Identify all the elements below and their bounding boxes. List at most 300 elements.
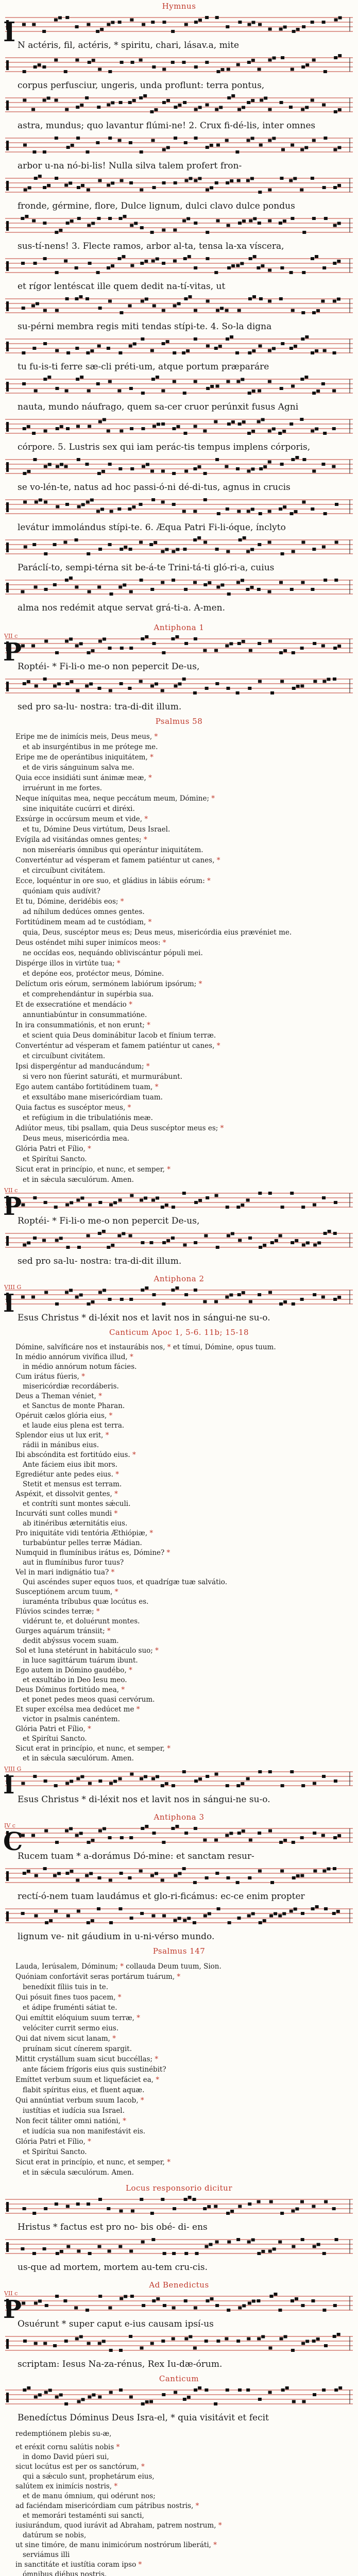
neume	[259, 467, 263, 470]
mediant-star: *	[140, 2096, 144, 2105]
mediant-star: *	[88, 1725, 91, 1733]
verse-second: et de manu ómnium, qui odérunt nos;	[23, 2492, 156, 2500]
lyric-line: su-pérni membra regis miti tendas stípi-te. 4. So-la digna	[18, 321, 272, 332]
verse-second: Ante fáciem eius ibit mors.	[23, 1461, 117, 1469]
neume	[210, 2297, 214, 2300]
lyric-line: Osuérunt * super caput e-ius causam ipsí-us	[18, 2319, 214, 2329]
neume	[279, 507, 282, 511]
neume	[129, 590, 133, 594]
canticle-apoc-body	[0, 1340, 358, 1767]
neume	[289, 271, 293, 274]
antiphon-1-repeat-initial: P	[3, 1192, 22, 1221]
benedictus-opening-cont: redemptiónem plebis su-æ,	[15, 2430, 112, 2438]
antiphon-3-line	[0, 1865, 358, 1905]
verse-first: Sicut erat in princípio, et nunc, et semper, *	[15, 1165, 171, 1174]
clef-mark	[6, 382, 9, 387]
neume	[97, 586, 101, 589]
neume	[268, 640, 272, 643]
neume	[268, 2347, 272, 2350]
neume	[246, 588, 250, 591]
verse-second: et tu, Dómine Deus virtútum, Deus Israel.	[23, 825, 171, 834]
neume	[23, 2340, 27, 2343]
neume	[103, 638, 106, 641]
neume	[53, 1874, 57, 1877]
antiphon-3-title: Antiphona 3	[154, 1812, 204, 1822]
neume	[98, 1829, 102, 1833]
neume	[324, 217, 328, 220]
neume	[270, 1241, 274, 1244]
neume	[322, 680, 326, 683]
neume	[322, 1775, 326, 1778]
neume	[172, 503, 176, 506]
neume	[280, 177, 283, 180]
neume	[291, 2210, 295, 2213]
neume	[128, 101, 132, 104]
neume	[54, 1910, 58, 1913]
staff-lines	[0, 134, 358, 160]
neume	[203, 498, 207, 501]
neume	[32, 347, 36, 350]
neume	[151, 260, 155, 263]
neume	[21, 590, 24, 594]
neume	[178, 1872, 181, 1875]
neume	[335, 503, 338, 506]
neume	[194, 637, 197, 640]
neume	[139, 541, 143, 544]
neume	[89, 683, 93, 686]
neume	[98, 1201, 102, 1204]
staff-lines	[0, 635, 358, 660]
verse-first: Ipsi dispergéntur ad manducándum; *	[15, 1062, 150, 1071]
verse-first: sicut locútus est per os sanctórum, *	[15, 2463, 145, 2471]
neume	[85, 685, 89, 688]
neume	[270, 691, 274, 694]
benedictus-opening	[0, 2386, 358, 2426]
mediant-star: *	[114, 1490, 118, 1498]
neume	[141, 2402, 145, 2405]
neume	[130, 1773, 133, 1776]
neume	[312, 311, 316, 314]
neume	[333, 1232, 337, 1235]
neume	[237, 1917, 241, 1920]
mediant-star: *	[137, 2014, 140, 2022]
neume	[53, 583, 57, 586]
neume	[74, 2307, 78, 2310]
neume	[194, 65, 198, 69]
clef-mark	[6, 1911, 9, 1917]
neume	[142, 2304, 145, 2307]
neume	[140, 1912, 144, 1915]
neume	[292, 1876, 296, 1879]
neume	[206, 300, 210, 303]
neume	[235, 150, 239, 154]
neume	[117, 257, 121, 260]
neume	[208, 581, 211, 584]
neume	[322, 21, 326, 24]
clef-mark	[6, 60, 9, 65]
neume	[154, 108, 158, 111]
neume	[253, 255, 257, 258]
neume	[171, 30, 175, 33]
neume	[268, 1770, 272, 1773]
neume	[171, 1236, 175, 1240]
neume	[141, 337, 144, 341]
neume	[103, 1827, 106, 1831]
neume	[140, 150, 143, 154]
neume	[226, 550, 230, 553]
verse-first: Evígila ad visitándas omnes gentes; *	[15, 836, 147, 844]
neume	[184, 642, 188, 645]
neume	[65, 389, 69, 393]
neume	[280, 1870, 284, 1873]
neume	[238, 2388, 242, 2392]
neume	[322, 2388, 326, 2392]
neume	[263, 465, 267, 468]
neume	[77, 1910, 80, 1913]
neume	[38, 2300, 42, 2303]
neume	[184, 2337, 188, 2341]
neume	[252, 349, 255, 352]
neume	[322, 266, 326, 269]
neume	[111, 264, 114, 267]
staff-lines	[0, 13, 358, 39]
neume	[225, 139, 229, 142]
neume	[315, 349, 318, 352]
neume	[237, 309, 241, 312]
neume	[118, 351, 122, 354]
neume	[79, 295, 82, 298]
neume	[54, 19, 58, 22]
neume	[38, 63, 41, 66]
verse-first: Adiútor meus, tibi psallam, quia Deus suscéptor meus es; *	[15, 1124, 224, 1132]
neume	[56, 505, 59, 509]
neume	[258, 680, 262, 683]
neume	[215, 2241, 219, 2244]
neume	[44, 465, 47, 468]
verse-second: turbabúntur pelles terræ Mádian.	[23, 1539, 142, 1547]
neume	[322, 546, 326, 549]
neume	[23, 472, 26, 475]
neume	[215, 1773, 218, 1776]
neume	[194, 309, 197, 312]
neume	[236, 1784, 240, 1787]
neume	[31, 1296, 35, 1299]
neume	[258, 23, 262, 26]
verse-first: Quia factus es suscéptor meus, *	[15, 1104, 131, 1112]
neume	[238, 2307, 242, 2310]
neume	[291, 217, 294, 220]
neume	[242, 1291, 245, 1294]
neume	[129, 387, 133, 390]
verse-second: Qui ascéndes super equos tuos, et quadrígæ tuæ salvátio.	[23, 1578, 227, 1586]
neume	[28, 187, 31, 190]
neume	[66, 222, 70, 225]
neume	[268, 430, 271, 433]
neume	[258, 642, 261, 645]
neume	[174, 2391, 177, 2394]
neume	[39, 499, 42, 502]
canticle-benedictus-title: Canticum	[159, 2374, 199, 2383]
neume	[25, 215, 28, 218]
verse-second: ómnibus diébus nostris.	[23, 2570, 107, 2576]
neume	[133, 343, 137, 346]
neume	[302, 458, 306, 461]
neume	[333, 677, 336, 681]
lyric-line: N actéris, fil, actéris, * spiritu, chari, lásav.a, mite	[18, 40, 240, 50]
mediant-star: *	[167, 1343, 171, 1351]
neume	[275, 1239, 278, 1242]
neume	[23, 144, 27, 147]
lyric-line: Esus Christus * di-léxit nos et lavit nos in sángui-ne su-o.	[18, 1794, 270, 1805]
neume	[204, 2340, 208, 2343]
neume	[107, 184, 110, 187]
neume	[274, 1912, 277, 1916]
verse-first: Gurges aquárum tránsiit; *	[15, 1627, 111, 1635]
neume	[258, 2398, 262, 2401]
clef-mark	[6, 422, 9, 427]
neume	[32, 432, 36, 435]
neume	[206, 189, 209, 192]
verse-second: in domo David púeri sui,	[23, 2453, 109, 2461]
neume	[236, 467, 240, 470]
neume	[214, 649, 218, 652]
mediant-star: *	[144, 836, 147, 844]
neume	[337, 260, 340, 263]
neume	[66, 2245, 70, 2248]
neume	[172, 1206, 175, 1209]
verse-first: iusiurándum, quod iurávit ad Abraham, patrem nostrum, *	[15, 2521, 222, 2530]
neume	[328, 1230, 331, 1233]
neume	[257, 266, 260, 269]
neume	[33, 65, 37, 69]
neume	[193, 581, 197, 584]
mediant-star: *	[129, 1666, 132, 1674]
neume	[42, 30, 46, 33]
neume	[109, 2349, 113, 2352]
neume	[59, 1237, 63, 1240]
neume	[59, 229, 62, 232]
neume	[75, 297, 78, 300]
neume	[258, 1293, 261, 1296]
neume	[129, 2335, 132, 2338]
neume	[302, 2400, 305, 2403]
neume	[300, 647, 304, 650]
neume	[128, 304, 132, 308]
neume	[152, 186, 156, 189]
neume	[118, 217, 122, 220]
neume	[63, 541, 67, 544]
neume	[203, 2207, 207, 2210]
neume	[183, 2398, 186, 2401]
lyric-line: sed pro sa-lu- nostra: tra-di-dit illum.	[18, 1256, 182, 1266]
neume	[322, 104, 326, 107]
neume	[268, 139, 271, 142]
neume	[162, 68, 166, 71]
neume	[251, 508, 254, 511]
neume	[294, 510, 298, 513]
neume	[32, 2212, 36, 2215]
mediant-star: *	[121, 1686, 125, 1694]
neume	[57, 683, 61, 686]
neume	[86, 351, 90, 354]
neume	[305, 63, 309, 66]
verse-second: vidérunt te, et doluérunt montes.	[23, 1617, 140, 1625]
neume	[281, 1206, 284, 1209]
neume	[43, 222, 46, 225]
neume	[216, 219, 220, 223]
neume	[144, 260, 148, 263]
neume	[166, 1239, 170, 1242]
neume	[77, 2250, 80, 2253]
verse-second: rádii in mánibus eius.	[23, 1441, 99, 1449]
neume	[333, 647, 337, 650]
neume	[258, 1832, 261, 1835]
neume	[173, 351, 176, 354]
neume	[282, 1912, 286, 1916]
antiphon-2-title: Antiphona 2	[154, 1274, 204, 1283]
neume	[247, 432, 251, 435]
neume	[214, 347, 218, 350]
neume	[216, 70, 220, 73]
neume	[87, 552, 90, 555]
neume	[129, 141, 132, 144]
neume	[268, 269, 271, 272]
neume	[23, 427, 26, 430]
verse-second: ne occídas eos, nequándo obliviscántur pópuli mei.	[23, 949, 203, 957]
neume	[300, 189, 303, 192]
mediant-star: *	[195, 2502, 199, 2510]
neume	[87, 1234, 90, 1238]
neume	[43, 2342, 47, 2345]
neume	[312, 470, 316, 473]
verse-first: Vel in mari indignátio tua? *	[15, 1568, 115, 1577]
neume	[70, 680, 73, 683]
neume	[278, 2241, 282, 2244]
neume	[111, 21, 114, 24]
neume	[173, 229, 177, 232]
neume	[210, 385, 214, 388]
neume	[324, 2200, 328, 2204]
neume	[184, 179, 188, 182]
verse-first: Dómine, salvíficáre nos et instaurábis nos, * et tímui, Dómine, opus tuum.	[15, 1343, 276, 1351]
neume	[248, 392, 251, 395]
staff-lines	[0, 2235, 358, 2261]
neume	[238, 222, 242, 225]
psalm-58-body	[0, 728, 358, 1188]
neume	[335, 2238, 338, 2241]
neume	[247, 2241, 251, 2244]
hymn-line	[0, 54, 358, 94]
neume	[301, 2238, 304, 2241]
neume	[247, 23, 251, 26]
neume	[237, 1832, 241, 1835]
neume	[173, 2207, 176, 2210]
neume	[23, 1872, 26, 1875]
neume	[183, 1919, 186, 1922]
neume	[44, 501, 47, 504]
neume	[161, 1784, 164, 1787]
neume	[65, 1204, 69, 1207]
neume	[334, 579, 338, 582]
neume	[131, 61, 134, 64]
neume	[272, 428, 276, 431]
mediant-star: *	[155, 2055, 159, 2063]
neume	[55, 309, 59, 312]
neume	[304, 376, 308, 379]
verse-first: Qui emíttit elóquium suum terræ, *	[15, 2014, 140, 2022]
neume	[337, 1296, 341, 1299]
neume	[110, 592, 113, 596]
neume	[279, 651, 283, 654]
neume	[154, 541, 157, 544]
neume	[98, 548, 102, 551]
neume	[88, 1782, 92, 1785]
neume	[335, 541, 338, 544]
neume	[43, 99, 46, 102]
neume	[113, 1780, 117, 1783]
lyric-line: nauta, mundo náufrago, quem sa-cer cruor perúnxit fusus Agni	[18, 402, 299, 412]
verse-second: iustítias et iudícia sua Israel.	[23, 2107, 125, 2115]
neume	[98, 1291, 102, 1294]
neume	[122, 1232, 125, 1235]
neume	[119, 2349, 123, 2352]
neume	[88, 61, 91, 64]
neume	[156, 2297, 160, 2300]
neume	[290, 1192, 294, 1195]
verse-second: et in sǽcula sæculórum. Amen.	[23, 1754, 134, 1762]
neume	[296, 28, 300, 31]
neume	[323, 512, 327, 515]
neume	[268, 461, 271, 464]
verse-first: Mittit crystállum suam sicut buccéllas; *	[15, 2055, 159, 2063]
neume	[280, 266, 284, 269]
neume	[292, 2245, 295, 2248]
neume	[32, 150, 36, 154]
mediant-star: *	[150, 753, 154, 761]
neume	[300, 685, 304, 688]
neume	[203, 1300, 207, 1303]
neume	[251, 468, 254, 471]
neume	[77, 1246, 81, 1249]
neume	[236, 380, 240, 383]
verse-first: Deus osténdet mihi super inimícos meos: *	[15, 939, 166, 947]
clef-mark	[6, 2339, 9, 2344]
hymn-line	[0, 214, 358, 255]
neume	[98, 640, 102, 643]
neume	[289, 347, 293, 350]
neume	[210, 187, 213, 190]
neume	[22, 307, 25, 310]
neume	[91, 1839, 94, 1842]
neume	[24, 546, 27, 549]
neume	[85, 1874, 89, 1877]
neume	[203, 649, 207, 652]
neume	[324, 2344, 328, 2347]
verse-first: Sol et luna stetérunt in habitáculo suo; *	[15, 1647, 159, 1655]
verse-first: In ira consummatiónis, et non erunt; *	[15, 1021, 150, 1029]
neume	[204, 2245, 208, 2248]
antiphon-2-repeat-line	[0, 1768, 358, 1808]
neume	[56, 427, 59, 430]
neume	[242, 420, 246, 423]
neume	[111, 182, 114, 185]
neume	[317, 2243, 320, 2246]
neume	[216, 309, 219, 312]
neume	[150, 231, 154, 234]
neume	[194, 222, 197, 225]
neume	[162, 181, 166, 184]
neume	[268, 590, 271, 594]
